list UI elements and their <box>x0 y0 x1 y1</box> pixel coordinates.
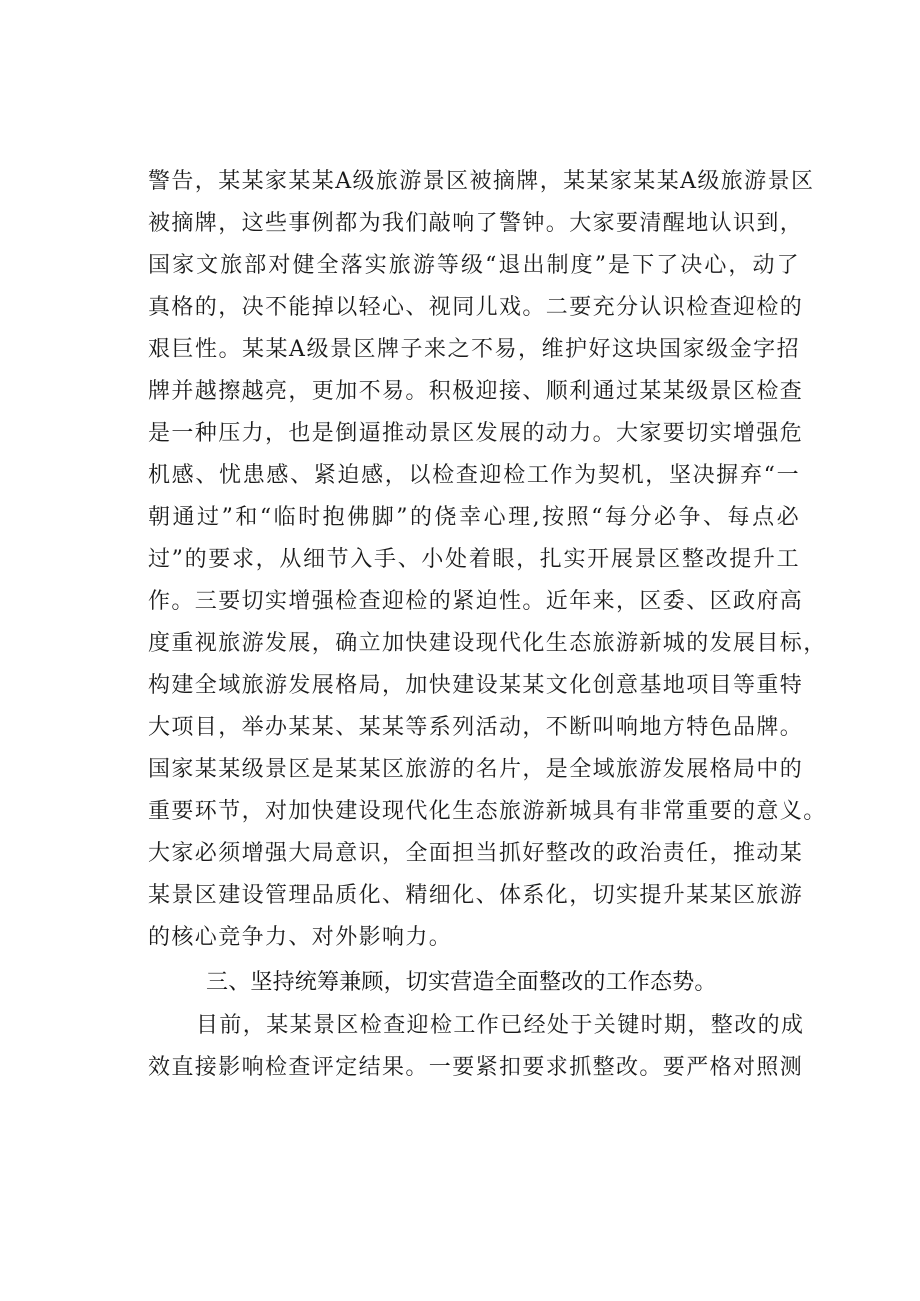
body-text-line: 大家必须增强大局意识，全面担当抓好整改的政治责任，推动某 <box>148 841 804 866</box>
body-text-line: 作。三要切实增强检查迎检的紧迫性。近年来，区委、区政府高 <box>148 589 804 614</box>
section-heading: 三、坚持统筹兼顾，切实营造全面整改的工作态势。 <box>206 970 717 995</box>
body-text-line: 过”的要求，从细节入手、小处着眼，扎实开展景区整改提升工 <box>148 547 800 572</box>
body-text-line: 牌并越擦越亮，更加不易。积极迎接、顺利通过某某级景区检查 <box>148 379 804 404</box>
body-text-line: 真格的，决不能掉以轻心、视同儿戏。二要充分认识检查迎检的 <box>148 295 804 320</box>
body-text-line: 警告，某某家某某A级旅游景区被摘牌，某某家某某A级旅游景区 <box>148 169 815 194</box>
body-text-line: 某景区建设管理品质化、精细化、体系化，切实提升某某区旅游 <box>148 883 804 908</box>
body-text-line: 艰巨性。某某A级景区牌子来之不易，维护好这块国家级金字招 <box>148 337 800 362</box>
body-text-line: 目前，某某景区检查迎检工作已经处于关键时期，整改的成 <box>196 1013 805 1038</box>
body-text-line: 是一种压力，也是倒逼推动景区发展的动力。大家要切实增强危 <box>148 421 804 446</box>
body-text-line: 朝通过”和“临时抱佛脚”的侥幸心理,按照“每分必争、每点必 <box>148 505 800 530</box>
body-text-line: 大项目，举办某某、某某等系列活动，不断叫响地方特色品牌。 <box>148 715 804 740</box>
body-text-line: 的核心竞争力、对外影响力。 <box>148 925 453 950</box>
body-text-line: 国家某某级景区是某某区旅游的名片，是全域旅游发展格局中的 <box>148 757 804 782</box>
body-text-line: 国家文旅部对健全落实旅游等级“退出制度”是下了决心，动了 <box>148 253 800 278</box>
body-text-line: 效直接影响检查评定结果。一要紧扣要求抓整改。要严格对照测 <box>148 1055 804 1080</box>
body-text-line: 机感、忧患感、紧迫感，以检查迎检工作为契机，坚决摒弃“一 <box>148 463 800 488</box>
body-text-line: 构建全域旅游发展格局，加快建设某某文化创意基地项目等重特 <box>148 673 804 698</box>
body-text-line: 重要环节，对加快建设现代化生态旅游新城具有非常重要的意义。 <box>148 799 827 824</box>
body-text-line: 度重视旅游发展，确立加快建设现代化生态旅游新城的发展目标， <box>148 631 827 656</box>
body-text-line: 被摘牌，这些事例都为我们敲响了警钟。大家要清醒地认识到， <box>148 211 804 236</box>
